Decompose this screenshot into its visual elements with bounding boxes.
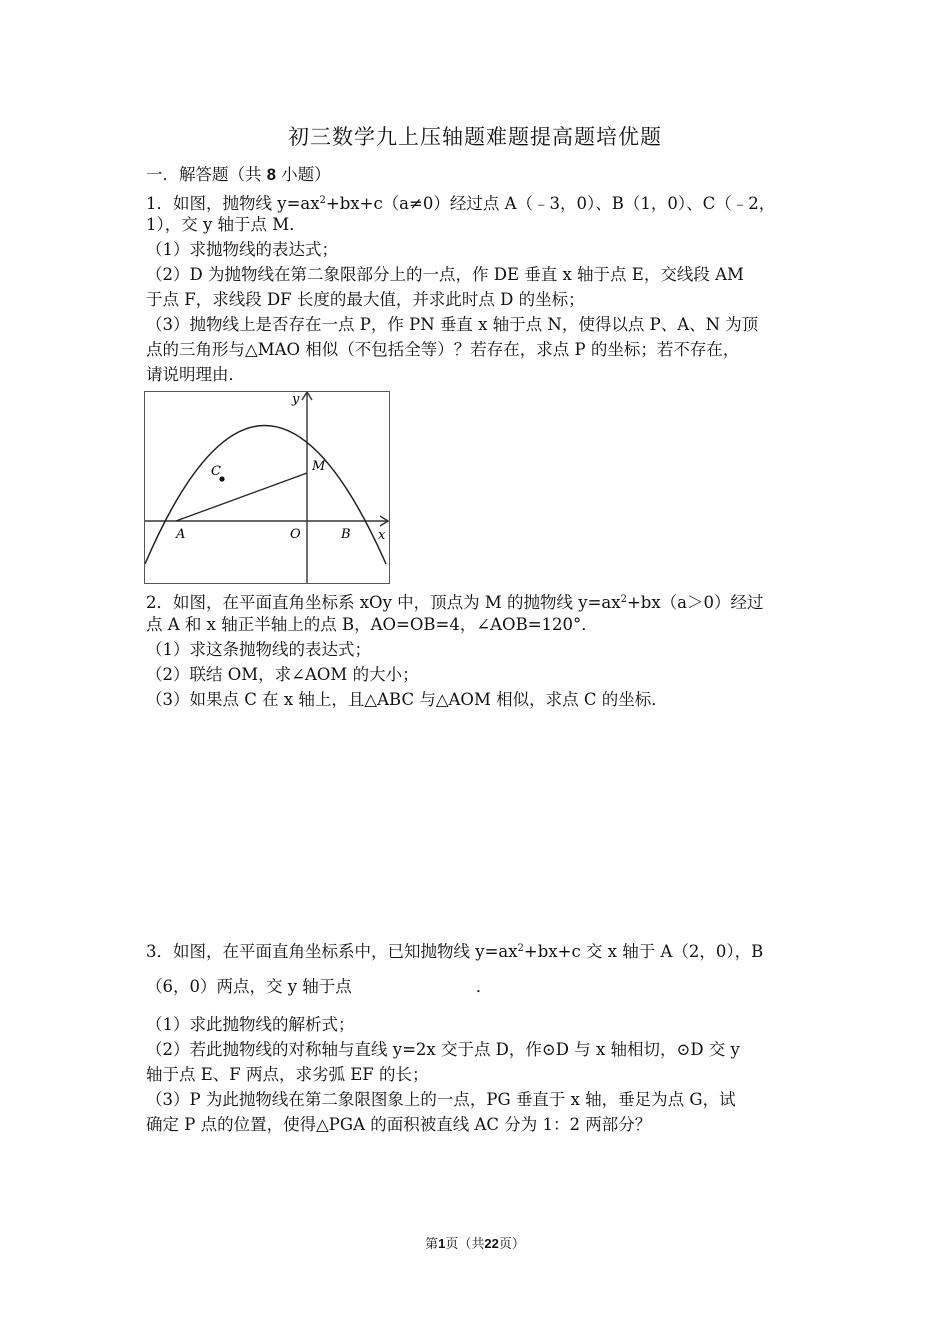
question-count: 8	[266, 166, 276, 184]
q1-line-1: 1．如图，抛物线 $y=ax^2+bx+c(a\ne 0)$经过点 A（﹣3，0）、B（1，0）、C（﹣2，	[146, 194, 776, 213]
q3-part-2b: 轴于点 E、F 两点，求劣弧 EF 的长；	[146, 1065, 429, 1084]
q1-part-3b: 点的三角形与△MAO 相似（不包括全等）？若存在，求点 P 的坐标；若不存在，	[146, 340, 740, 359]
q2-part-3: （3）如果点 C 在 x 轴上，且△ABC 与△AOM 相似，求点 C 的坐标．	[146, 690, 668, 709]
label-a: A	[176, 527, 186, 542]
q3-part-3a: （3）P 为此抛物线在第二象限图象上的一点，PG 垂直于 x 轴，垂足为点 G，试	[146, 1090, 736, 1109]
segment-am	[176, 473, 307, 521]
parabola-curve	[145, 426, 386, 565]
page-title: 初三数学九上压轴题难题提高题培优题	[288, 125, 662, 149]
q2-part-2: （2）联结 OM，求∠AOM 的大小；	[146, 665, 419, 684]
q3-line-1: 3．如图，在平面直角坐标系中，已知抛物线 $y=ax^2+bx+c$ 交 x 轴于 A（2，0），B	[146, 942, 764, 961]
q3-part-2a: （2）若此抛物线的对称轴与直线 y=2x 交于点 D，作⊙D 与 x 轴相切，⊙D 交 y	[146, 1040, 740, 1059]
q1-line-2: 1），交 y 轴于点 M．	[146, 215, 306, 234]
parabola-diagram	[145, 392, 389, 583]
q3-part-1: （1）求此抛物线的解析式；	[146, 1015, 355, 1034]
q1-part-3c: 请说明理由．	[146, 365, 245, 384]
q1-part-2b: 于点 F，求线段 DF 长度的最大值，并求此时点 D 的坐标；	[146, 290, 585, 309]
section-heading: 一．解答题（共 8 小题）	[146, 165, 331, 184]
label-c: C	[211, 464, 221, 479]
q3-line-2: （6，0）两点，交 y 轴于点 ．	[146, 977, 493, 996]
q3-part-3b: 确定 P 点的位置，使得△PGA 的面积被直线 AC 分为 1：2 两部分？	[146, 1115, 652, 1134]
label-x: x	[378, 528, 386, 543]
label-m: M	[312, 459, 326, 474]
label-y: y	[292, 392, 300, 407]
page-footer: 第1页（共22页）	[425, 1236, 525, 1252]
total-pages: 22	[484, 1236, 499, 1251]
q1-figure	[144, 391, 390, 584]
q1-part-2a: （2）D 为抛物线在第二象限部分上的一点，作 DE 垂直 x 轴于点 E，交线段 AM	[146, 265, 744, 284]
q1-part-1: （1）求抛物线的表达式；	[146, 240, 338, 259]
q2-line-1: 2．如图，在平面直角坐标系 xOy 中，顶点为 M 的抛物线 $y=ax^2+bx(a>0)$经过	[146, 593, 764, 612]
q1-part-3a: （3）抛物线上是否存在一点 P，作 PN 垂直 x 轴于点 N，使得以点 P、A、N 为顶	[146, 315, 759, 334]
q2-part-1: （1）求这条抛物线的表达式；	[146, 640, 371, 659]
page-number: 1	[438, 1236, 446, 1251]
q2-line-2: 点 A 和 x 轴正半轴上的点 B，AO=OB=4，∠AOB=120°．	[146, 615, 598, 634]
label-o: O	[290, 527, 301, 542]
label-b: B	[341, 527, 351, 542]
